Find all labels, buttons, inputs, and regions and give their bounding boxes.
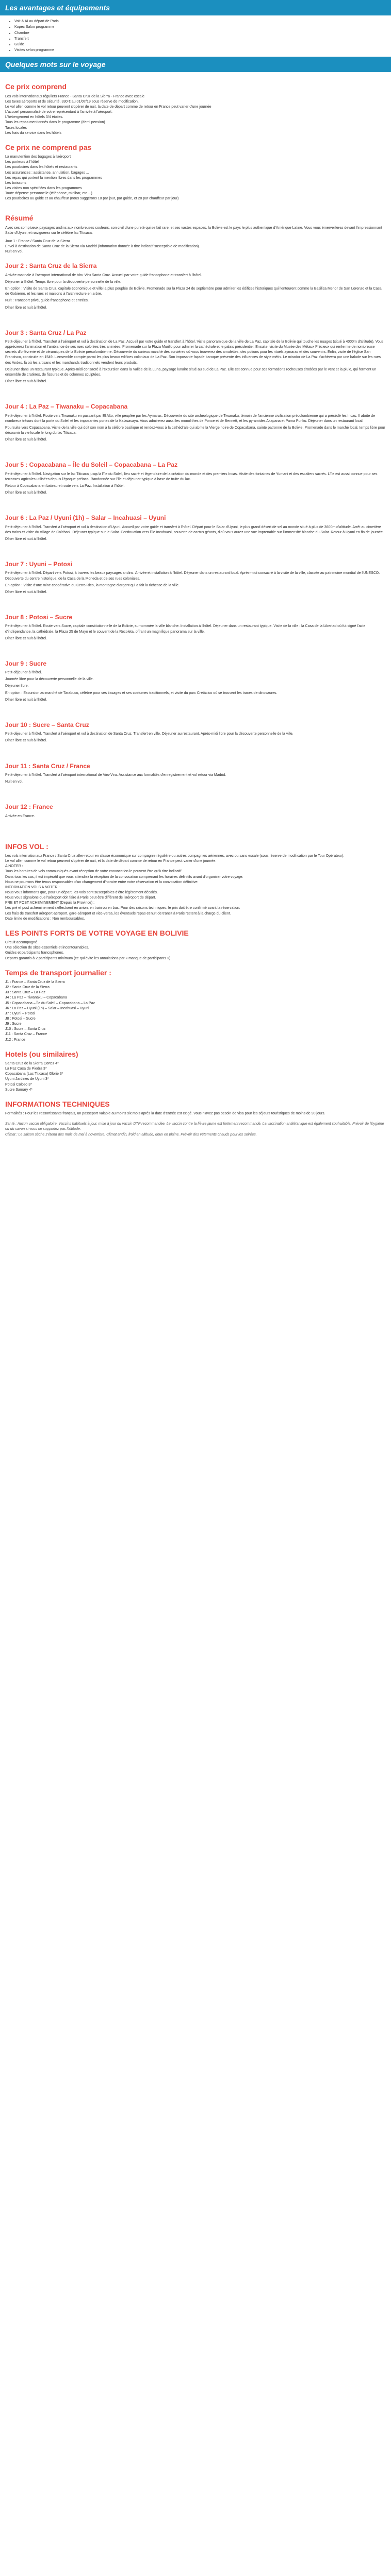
excludes-line: Les repas qui portent la mention libres dans les programmes — [5, 176, 102, 180]
flight-info-line: Nous ne pourrons être tenus responsables d'un changement d'horaire entre votre réservation et la convocation définitive. — [5, 880, 199, 884]
equipment-header: Les avantages et équipements — [0, 0, 391, 15]
highlight-line: Départs garantis à 2 participants minimum (ce qui évite les annulations par « manque de participants »). — [5, 956, 172, 960]
day-line: Dîner libre et nuit à l'hôtel. — [5, 438, 47, 442]
day-line: Arrivée matinale à l'aéroport international de Viru-Viru Santa Cruz. Accueil par votre guide francophone et transfert à l'hôtel. — [5, 273, 202, 277]
day-line: Dîner libre et nuit à l'hôtel. — [5, 636, 47, 640]
voyage-content — [0, 72, 391, 1140]
day-line: Petit-déjeuner à l'hôtel. Transfert à l'aéroport et vol à destination de La Paz. Accueil par votre guide et transfert à l'hôtel. Visite panoramique de la ville de La Paz, capitale de la Bolivie qui touche les nuages (situé à 4000m d'altitude). Vous apprécierez l'animation et l'ambiance de ses rues colorées très animées. Promenade sur la Plaza Murillo pour admirer la cathédrale et le palais présidentiel. Ensuite, visite du Musée des Métaux Précieux qui renferme de nombreuse secrets d'orfèvrerie et de céramiques de la Bolivie précolombienne. Découverte du curieux marché des sorcières où vous trouverez des amulettes, des potions pour les rituels aymaras et des souvenirs. Enfin, visite de l'église San Francisco, construite en 1549. L'ensemble compte parmi les plus beaux édifices coloniaux de La Paz. Son imposante façade baroque présente des influences de style métis. Le mirador de La Paz s'achèvera par une balade sur les rues des Andes, là où les artisans et les marchands traditionnels vendent leurs produits. — [5, 340, 384, 365]
resume-line: Jour 1 : France / Santa Cruz de la Sierra — [5, 240, 70, 243]
day-line: Dîner libre et nuit à l'hôtel. — [5, 491, 47, 495]
day-line: Retour à Copacabana en bateau et route vers La Paz. Installation à l'hôtel. — [5, 484, 125, 488]
transport-line: J2 : Santa Cruz de la Sierra — [5, 986, 50, 990]
excludes-line: Les pourboires dans les hôtels et restaurants — [5, 165, 77, 170]
day-line: Petit-déjeuner à l'hôtel. Transfert à l'aéroport international de Viru-Viru. Assistance aux formalités d'enregistrement et vol retour via Madrid. — [5, 773, 226, 777]
flight-info-text — [5, 854, 386, 922]
includes-line: L'hébergement en hôtels 3/4 étoiles. — [5, 115, 63, 120]
hotel-line: La Paz Casa de Piedra 3* — [5, 1067, 47, 1071]
day-line: Journée libre pour la découverte personnelle de la ville. — [5, 677, 94, 682]
includes-title: Ce prix comprend — [5, 82, 67, 91]
flight-info-line: Nous vous informons que, pour un départ, les vols sont susceptibles d'être légèrement décalés. — [5, 891, 158, 895]
includes-line: Tous les repas mentionnés dans le programme (demi pension) — [5, 121, 105, 125]
day-title: Jour 5 : Copacabana – Île du Soleil – Copacabana – La Paz — [5, 461, 178, 469]
resume-line: Envol à destination de Santa Cruz de la Sierra via Madrid (information donnée à titre indicatif susceptible de modification). — [5, 245, 200, 249]
transport-line: J1 : France – Santa Cruz de la Sierra — [5, 980, 65, 985]
includes-line: Les frais du service dans les hôtels — [5, 131, 61, 135]
day-line: En option : Visite d'une mine coopérative du Cerro Rico, la montagne d'argent qui a fait la richesse de la ville. — [5, 583, 180, 587]
transport-line: J4 : La Paz – Tiwanaku – Copacabana — [5, 996, 67, 1000]
hotels-title: Hotels (ou similaires) — [5, 1049, 78, 1058]
flight-info-line: Tous les horaires de vols communiqués avant réception de votre convocation le peuvent être qu'à titre indicatif. — [5, 870, 183, 874]
day-line: Petit-déjeuner à l'hôtel. Transfert à l'aéroport et vol à destination d'Uyuni. Accueil par votre guide et transfert à l'hôtel. Départ pour le Salar d'Uyuni, le plus grand désert de sel au monde situé à plus de 3600m d'altitude. Arrêt au cimetière des trains et visite du village de Colchani. Déjeuner typique sur le Salar. Continuation vers l'île Incahuasi, couverte de cactus géants, d'où vous aurez une vue imprenable sur l'immensité blanche du Salar. Retour à Uyuni en fin de journée. — [5, 525, 384, 534]
transport-line: J12 : France — [5, 1038, 25, 1042]
day-line: Déjeuner dans un restaurant typique. Après-midi consacré à l'excursion dans la Vallée de la Luna, paysage lunaire situé au sud de La Paz. Elle est connue pour ses formations rocheuses érodées par le vent et la pluie, qui forment un ensemble de cratères, de fissures et de colonnes sculptées. — [5, 367, 377, 377]
includes-line: Taxes locales — [5, 126, 27, 130]
day-title: Jour 2 : Santa Cruz de la Sierra — [5, 262, 97, 270]
day-line: Nuit : Transport privé, guide francophone et entrées. — [5, 299, 89, 303]
highlight-line: Une sélection de sites essentiels et incontournables. — [5, 946, 89, 950]
day-title: Jour 6 : La Paz / Uyuni (1h) – Salar – Incahuasi – Uyuni — [5, 514, 166, 522]
highlights-list — [5, 940, 386, 961]
transport-list — [5, 980, 386, 1043]
transport-line: J6 : La Paz – Uyuni (1h) – Salar – Incahuasi – Uyuni — [5, 1006, 89, 1010]
day-line: En option : Excursion au marché de Tarabuco, célèbre pour ses tissages et ses costumes traditionnels, et visite du parc Cretácico où se trouvent les traces de dinosaures. — [5, 691, 278, 695]
flight-info-line: Dans tous les cas, il est impératif que vous attendiez la réception de la convocation comprenant les horaires définitifs avant d'organiser votre voyage. — [5, 875, 243, 879]
resume-title: Résumé — [5, 214, 34, 223]
includes-line: Les vols internationaux réguliers France - Santa Cruz de la Sierra - France avec escale — [5, 94, 145, 98]
transport-line: J7 : Uyuni – Potosi — [5, 1011, 36, 1015]
equipment-item: • Voit & AI au départ de Paris — [14, 19, 386, 24]
flight-info-line: Nous vous signalons que l'aéroport doit faire à Paris peut être différent de l'aéroport de départ. — [5, 896, 156, 900]
transport-line: J5 : Copacabana – Île du Soleil – Copacabana – La Paz — [5, 1001, 95, 1005]
day-line: Dîner libre et nuit à l'hôtel. — [5, 537, 47, 541]
equipment-item: • Kopec Salon programme — [14, 25, 386, 30]
equipment-section — [0, 15, 391, 57]
includes-line: Le vol aller, comme le vol retour peuvent s'opérer de nuit, la date de départ comme de retour en France peut varier d'une journée — [5, 105, 211, 109]
itinerary-days — [5, 262, 386, 829]
flight-info-title: INFOS VOL : — [5, 842, 48, 851]
flight-info-line: PRE ET POST ACHEMINEMENT (Depuis la Province) : — [5, 901, 95, 905]
transport-title: Temps de transport journalier : — [5, 968, 111, 977]
flight-info-line: Les pré et post acheminement s'effectuent en avion, en train ou en bus. Pour des raisons techniques, le prix doit être confirmé avant la réservation. — [5, 906, 240, 910]
hotels-list — [5, 1061, 386, 1093]
transport-line: J11 : Santa Cruz – France — [5, 1032, 47, 1037]
day-title: Jour 7 : Uyuni – Potosi — [5, 561, 73, 568]
technical-info-line: Formalités : Pour les ressortissants français, un passeport valable au moins six mois après la date d'entrée est exigé. Vous n'avez pas besoin de visa pour les séjours touristiques de moins de 90 jours. — [5, 1112, 325, 1116]
day-line: Dîner libre et nuit à l'hôtel. — [5, 698, 47, 702]
footer-line: Climat : Le saison sèche s'étend des mois de mai à novembre, Climat andin, froid en altitude, doux en plaine. Prévoir des vêtements chauds pour les soirées. — [5, 1132, 257, 1137]
day-line: Petit-déjeuner à l'hôtel. — [5, 671, 42, 675]
excludes-line: Les visites non spécifiées dans les programmes — [5, 187, 82, 190]
includes-list — [5, 94, 386, 136]
transport-line: J10 : Sucre – Santa Cruz — [5, 1027, 46, 1031]
transport-line: J8 : Potosi – Sucre — [5, 1017, 36, 1021]
hotel-line: Copacabana (Lac Titicaca) Glorie 3* — [5, 1072, 63, 1076]
flight-info-line: Le vol aller, comme le vol retour peuvent s'opérer de nuit, et la date de départ comme de retour en France peut varier d'une journée. — [5, 859, 217, 863]
day-line: Petit-déjeuner à l'hôtel. Navigation sur le lac Titicaca jusqu'à l'île du Soleil, lieu sacré et légendaire de la création du monde et des premiers Incas. Visite des fontaines de Yumani et des escaliers sacrés. L'île est aussi connue pour ses terrasses agricoles utilisées depuis l'époque préinca. Randonnée sur l'île et déjeuner typique à base de truite du lac. — [5, 472, 378, 481]
transport-line: J3 : Santa Cruz – La Paz — [5, 991, 45, 995]
technical-info-title: INFORMATIONS TECHNIQUES — [5, 1099, 110, 1108]
equipment-list — [5, 19, 386, 53]
equipment-item: • Visites selon programme — [14, 48, 386, 53]
flight-info-line: INFORMATION VOLS A NOTER : — [5, 885, 60, 889]
equipment-item: • Transfert — [14, 37, 386, 42]
includes-line: Les taxes aéroports et de sécurité, 330 € au 01/07/19 sous réserve de modification. — [5, 99, 139, 104]
day-line: Nuit en vol. — [5, 780, 24, 784]
transport-line: J9 : Sucre — [5, 1022, 22, 1026]
equipment-item: • Chambre — [14, 31, 386, 36]
flight-info-line: Les vols internationaux France / Santa Cruz aller-retour en classe économique sur compagnie régulière ou autres compagnies aériennes, avec ou sans escale (sous réserve de modification par le Tour Opérateur). — [5, 854, 345, 858]
day-line: Dîner libre et nuit à l'hôtel. — [5, 380, 47, 384]
day-line: Petit-déjeuner à l'hôtel. Transfert à l'aéroport et vol à destination de Santa Cruz. Transfert en ville. Déjeuner au restaurant. Après-midi libre pour la découverte personnelle de la ville. — [5, 732, 294, 736]
day-line: Petit-déjeuner à l'hôtel. Route vers Sucre, capitale constitutionnelle de la Bolivie, surnommée la ville blanche. Installation à l'hôtel. Déjeuner dans un restaurant typique. Visite de la ville : la Casa de la Libertad où fut signé l'acte d'indépendance, la cathédrale, la Plaza 25 de Mayo et le couvent de la Recoleta, offrant un magnifique panorama sur la ville. — [5, 624, 366, 634]
hotel-line: Potosi Coloso 3* — [5, 1082, 32, 1087]
hotel-line: Uyuni Jardines de Uyuni 3* — [5, 1077, 49, 1081]
excludes-line: Toute dépense personnelle (téléphone, minibar, etc ...) — [5, 192, 92, 196]
excludes-line: Les assurances : assistance, annulation, bagages ... — [5, 171, 89, 175]
hotel-line: Santa Cruz de la Sierra Cortez 4* — [5, 1062, 59, 1066]
day-line: Poursuite vers Copacabana. Visite de la ville qui doit son nom à la célèbre basilique et rendez-vous à la cathédrale qui abrite la Vierge noire de Copacabana, sainte patronne de la Bolivie. Promenade dans le marché local, temps libre pour découvrir la vie locale le long du lac Titicaca. — [5, 426, 385, 435]
day-line: Dîner libre et nuit à l'hôtel. — [5, 739, 47, 743]
highlights-title: LES POINTS FORTS DE VOTRE VOYAGE EN BOLIVIE — [5, 928, 189, 937]
day-line: Arrivée en France. — [5, 814, 35, 818]
day-line: En option : Visite de Santa Cruz, capitale économique et ville la plus peuplée de Bolivie. Promenade sur la Plaza 24 de septiembre pour admirer les édifices historiques qui l'entourent comme la Basilica Menor de San Lorenzo et la Casa de Gobierno, et les rues et maisons à l'architecture en arbre. — [5, 287, 382, 296]
technical-info-text — [5, 1111, 386, 1116]
excludes-list — [5, 155, 386, 201]
day-title: Jour 11 : Santa Cruz / France — [5, 762, 90, 770]
footer-notes — [5, 1122, 386, 1137]
flight-info-line: Les frais de transfert aéroport-aéroport, gare-aéroport et vice-versa, les éventuels repas et nuit de transit à Paris restent à la charge du client. — [5, 911, 231, 916]
flight-info-line: A NOTER : — [5, 865, 23, 869]
footer-line: Santé : Aucun vaccin obligatoire. Vaccins habituels à jour, mise à jour du vaccin DTP recommandée. Le vaccin contre la fièvre jaune est fortement recommandé. La vaccination antitétanique est également souhaitable. Prévoir de l'hygiène ou du savon si vous ne supportez pas l'altitude. — [5, 1122, 384, 1131]
resume-text — [5, 226, 386, 255]
excludes-line: Les pourboires au guide et au chauffeur (nous suggérons 18 par jour, par guide, et 28 par chauffeur par jour) — [5, 197, 179, 201]
excludes-title: Ce prix ne comprend pas — [5, 143, 92, 151]
day-title: Jour 9 : Sucre — [5, 659, 47, 667]
equipment-item: • Guide — [14, 42, 386, 47]
excludes-line: La manutention des bagages à l'aéroport — [5, 155, 71, 159]
includes-line: L'accueil personnalisé de votre représentant à l'arrivée à l'aéroport. — [5, 110, 112, 114]
day-title: Jour 8 : Potosi – Sucre — [5, 613, 73, 621]
resume-line: Nuit en vol. — [5, 250, 24, 254]
resume-line: Avec ses somptueux paysages andins aux nombreuses couleurs, son civil d'une pureté qui se fait rare, et ses vastes espaces, la Bolivie est le pays le plus authentique d'Amérique Latine. Vous vous émerveillerez devant l'impressionnant Salar d'Uyuni, et naviguerez sur le célèbre lac Titicaca. — [5, 226, 382, 235]
day-title: Jour 4 : La Paz – Tiwanaku – Copacabana — [5, 403, 128, 411]
day-line: Déjeuner à l'hôtel. Temps libre pour la découverte personnelle de la ville. — [5, 280, 121, 284]
highlight-line: Circuit accompagné — [5, 941, 37, 945]
day-line: Dîner libre et nuit à l'hôtel. — [5, 306, 47, 310]
excludes-line: Les boissons — [5, 181, 26, 185]
day-line: Déjeuner libre. — [5, 684, 29, 688]
day-title: Jour 3 : Santa Cruz / La Paz — [5, 329, 87, 336]
excludes-line: Les porteurs à l'hôtel — [5, 160, 39, 164]
flight-info-line: Date limite de modifications : Non remboursables. — [5, 917, 85, 921]
highlight-line: Guides et participants francophones. — [5, 951, 64, 955]
day-line: Petit-déjeuner à l'hôtel. Départ vers Potosi, à travers les beaux paysages andins. Arrivée et installation à l'hôtel. Déjeuner dans un restaurant local. Après-midi consacré à la visite de la ville, classée au patrimoine mondial de l'UNESCO. Découverte du centre historique, de la Casa de la Moneda et de ses rues coloniales. — [5, 571, 380, 581]
day-title: Jour 10 : Sucre – Santa Cruz — [5, 721, 89, 728]
voyage-header: Quelques mots sur le voyage — [0, 57, 391, 72]
day-title: Jour 12 : France — [5, 803, 53, 811]
day-line: Petit-déjeuner à l'hôtel. Route vers Tiwanaku en passant par El Alto, ville peuplée par les Aymaras. Découverte du site archéologique de Tiwanaku, témoin de l'ancienne civilisation précolombienne qui a précédé les Incas. Il abrite de nombreux trésors dont la porte du Soleil et les imposantes portes de la Kalasasaya. Vous admirerez aussi les monolithes de Ponce et de Bennett, et les pyramides Akapana et Puma Punku. Déjeuner dans un restaurant local. — [5, 414, 375, 423]
hotel-line: Sucre Samary 4* — [5, 1088, 32, 1092]
day-line: Dîner libre et nuit à l'hôtel. — [5, 590, 47, 594]
